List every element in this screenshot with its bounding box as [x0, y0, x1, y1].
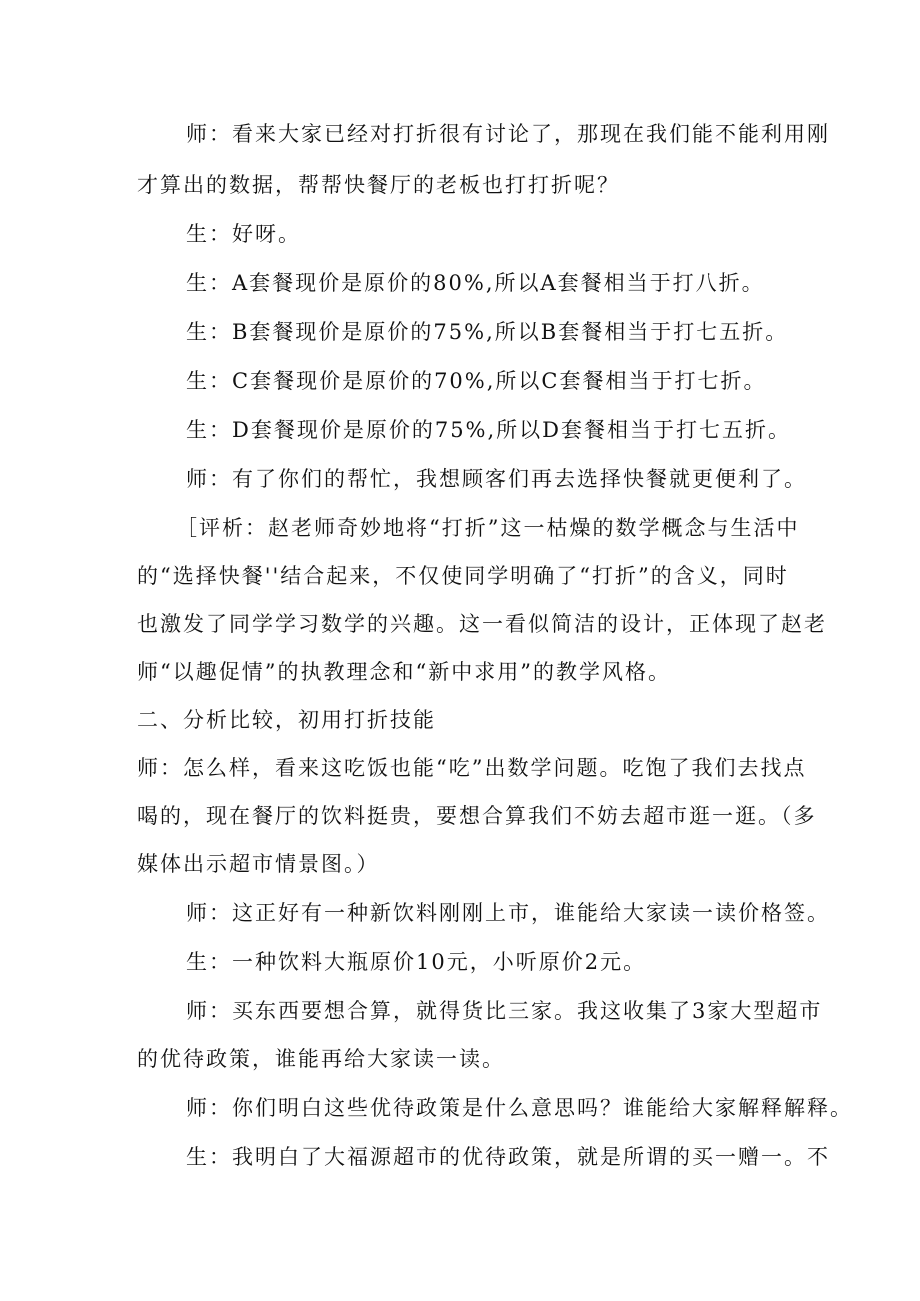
paragraph-line: 师：怎么样，看来这吃饭也能“吃”出数学问题。吃饱了我们去找点: [137, 756, 807, 780]
section-heading: 二、分析比较，初用打折技能: [137, 708, 436, 732]
commentary-line: 师“以趣促情”的执教理念和“新中求用”的教学风格。: [137, 660, 671, 684]
paragraph-line: 才算出的数据，帮帮快餐厅的老板也打打折呢？: [137, 173, 620, 197]
paragraph-line: 生：D套餐现价是原价的75%,所以D套餐相当于打七五折。: [186, 418, 792, 442]
paragraph-line: 生：A套餐现价是原价的80%,所以A套餐相当于打八折。: [186, 271, 765, 295]
paragraph-line: 生：C套餐现价是原价的70%,所以C套餐相当于打七折。: [186, 369, 767, 393]
paragraph-line: 师：看来大家已经对打折很有讨论了，那现在我们能不能利用刚: [186, 122, 830, 146]
paragraph-line: 师：有了你们的帮忙，我想顾客们再去选择快餐就更便利了。: [186, 467, 807, 491]
commentary-line: ［评析：赵老师奇妙地将“打折”这一枯燥的数学概念与生活中: [176, 516, 800, 540]
paragraph-line: 生：我明白了大福源超市的优待政策，就是所谓的买一赠一。不: [186, 1145, 830, 1169]
paragraph-line: 媒体出示超市情景图。）: [137, 852, 380, 876]
paragraph-line: 师：你们明白这些优待政策是什么意思吗？谁能给大家解释解释。: [186, 1096, 853, 1120]
paragraph-line: 生：好呀。: [186, 222, 301, 246]
commentary-line: 也激发了同学学习数学的兴趣。这一看似简洁的设计，正体现了赵老: [137, 612, 827, 636]
paragraph-line: 生：一种饮料大瓶原价10元，小听原价2元。: [186, 950, 647, 974]
commentary-line: 的“选择快餐''结合起来，不仅使同学明确了“打折”的含义，同时: [137, 564, 789, 588]
paragraph-line: 师：这正好有一种新饮料刚刚上市，谁能给大家读一读价格签。: [186, 901, 830, 925]
paragraph-line: 师：买东西要想合算，就得货比三家。我这收集了3家大型超市: [186, 999, 823, 1023]
paragraph-line: 生：B套餐现价是原价的75%,所以B套餐相当于打七五折。: [186, 320, 789, 344]
paragraph-line: 喝的，现在餐厅的饮料挺贵，要想合算我们不妨去超市逛一逛。（多: [137, 804, 817, 828]
paragraph-line: 的优待政策，谁能再给大家读一读。: [137, 1047, 505, 1071]
